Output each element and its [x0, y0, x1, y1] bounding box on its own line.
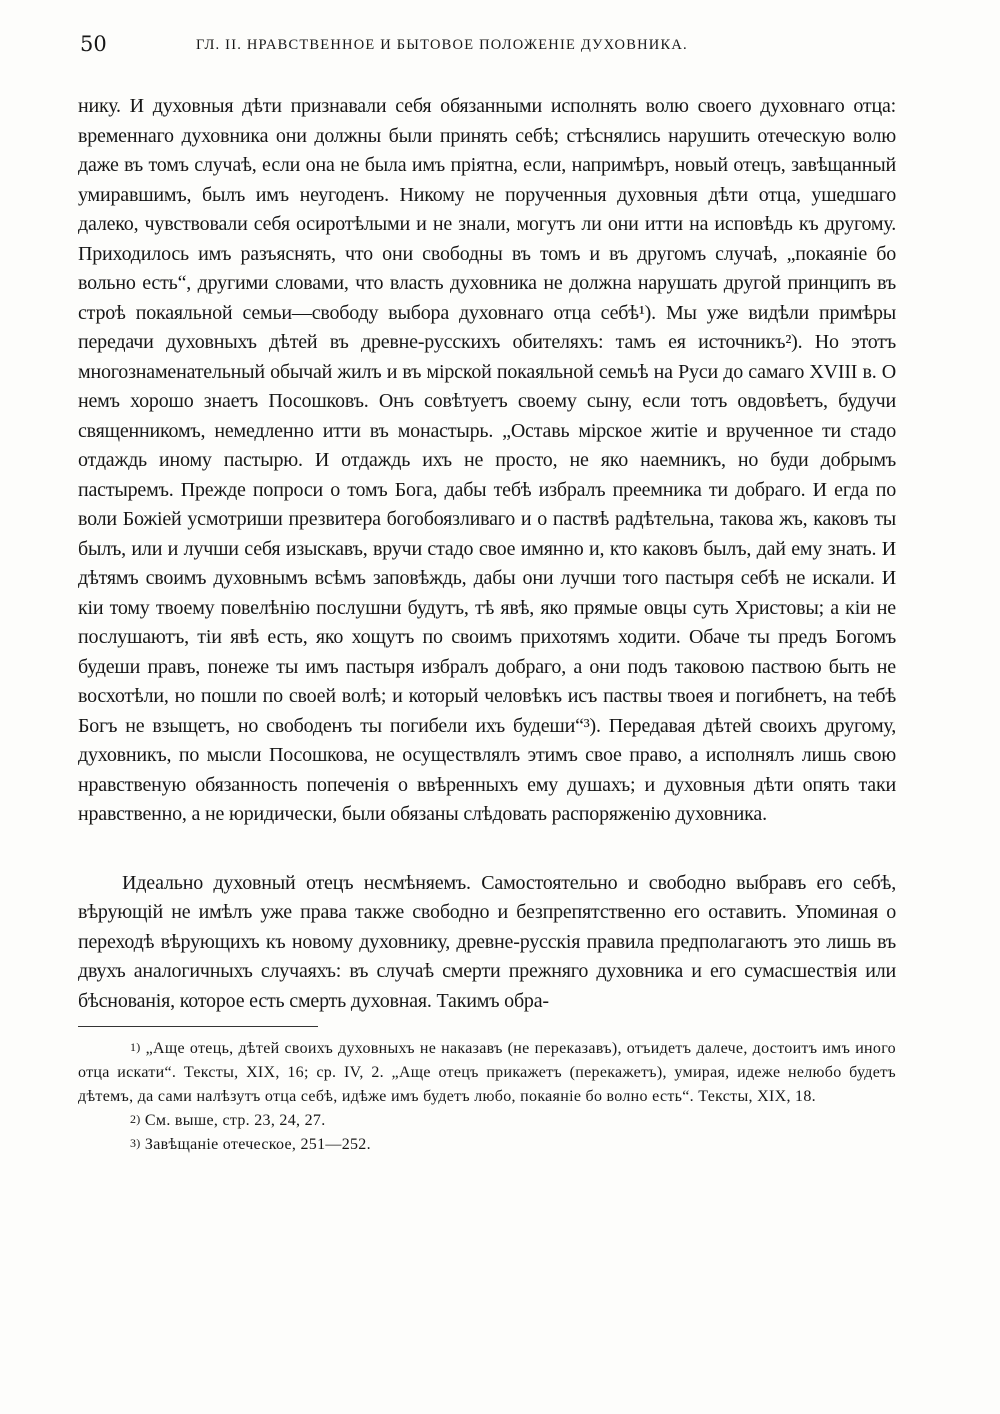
footnote-1 — [78, 1037, 896, 1109]
page-number: 50 — [80, 32, 107, 56]
footnote-text: „Аще отець, дѣтей своихъ духовныхъ не наказавъ (не переказавъ), отъидетъ далече, достоитъ имъ иного отца искати“. Тексты, XIX, 16; ср. IV, 2. „Аще отецъ прикажетъ (перекажетъ), умирая, идеже нелюбо будетъ дѣтемъ, да сами налѣзутъ отца себѣ, идѣже имъ будетъ любо, покаяніе бо волно есть“. Тексты, XIX, 18. — [78, 1040, 896, 1105]
footnote-marker: 2) — [130, 1112, 141, 1126]
book-page — [78, 20, 896, 1157]
footnote-marker: 3) — [130, 1136, 141, 1150]
footnote-2 — [78, 1109, 896, 1133]
footnote-text: См. выше, стр. 23, 24, 27. — [144, 1112, 326, 1129]
footnote-3 — [78, 1133, 896, 1157]
page-header — [78, 20, 896, 60]
footnote-text: Завѣщаніе отеческое, 251—252. — [144, 1136, 371, 1153]
running-head: ГЛ. II. НРАВСТВЕННОЕ И БЫТОВОЕ ПОЛОЖЕНІЕ ДУХОВНИКА. — [196, 37, 688, 53]
footnote-marker: 1) — [130, 1040, 141, 1054]
paragraph-2: Идеально духовный отецъ несмѣняемъ. Самостоятельно и свободно выбравъ его себѣ, вѣрующій не имѣлъ уже права также свободно и безпрепятственно его оставить. Упоминая о переходѣ вѣрующихъ къ новому духовнику, древне-русскія правила предполагаютъ это лишь въ двухъ аналогичныхъ случаяхъ: въ случаѣ смерти прежняго духовника и его сумасшествія или бѣснованія, которое есть смерть духовная. Такимъ обра- — [78, 871, 896, 1012]
paragraph-1: нику. И духовныя дѣти признавали себя обязанными исполнять волю своего духовнаго отца: временнаго духовника они должны были принять себѣ; стѣснялись нарушить отеческую волю даже въ томъ случаѣ, если она не была имъ пріятна, если, напримѣръ, новый отецъ, завѣщанный умиравшимъ, былъ имъ неугоденъ. Никому не порученныя духовныя дѣти отца, ушедшаго далеко, чувствовали себя осиротѣлыми и не знали, могутъ ли они итти на исповѣдь къ другому. Приходилось имъ разъяснять, что они свободны въ томъ и въ другомъ случаѣ, „покаяніе бо вольно есть“, другими словами, что власть духовника не должна нарушать другой принципъ въ строѣ покаяльной семьи—свободу выбора духовнаго отца себѣ¹). Мы уже видѣли примѣры передачи духовныхъ дѣтей въ древне-русскихъ обителяхъ: тамъ ея источникъ²). Но этотъ многознаменательный обычай жилъ и въ мірской покаяльной семьѣ на Руси до самаго XVIII в. О немъ хорошо знаетъ Посошковъ. Онъ совѣтуетъ своему сыну, если тотъ овдовѣетъ, будучи священникомъ, немедленно итти въ монастырь. „Оставь мірское житіе и врученное ти стадо отдаждь иному пастырю. И отдаждь ихъ не просто, не яко наемникъ, но буди добрымъ пастыремъ. Прежде попроси о томъ Бога, дабы тебѣ избралъ преемника ти добраго. И егда по воли Божіей усмотриши презвитера богобоязливаго и о паствѣ радѣтельна, такова жъ, каковъ ты былъ, или и лучши себя изыскавъ, вручи стадо свое имянно и, кто каковъ былъ, дай ему знать. И дѣтямъ своимъ духовнымъ всѣмъ заповѣждь, дабы они лучши того пастыря себѣ не искали. И кіи тому твоему повелѣнію послушни будутъ, тѣ явѣ, яко прямые овцы суть Христовы; а кіи не послушаютъ, тіи явѣ есть, яко хощутъ по своимъ прихотямъ ходити. Обаче ты предъ Богомъ будеши правъ, понеже ты имъ пастыря избралъ добраго, а они подъ таковою паствою быть не восхотѣли, но пошли по своей волѣ; и который человѣкъ исъ паствы твоея и погибнетъ, на тебѣ Богъ не взыщетъ, но свободенъ ты погибели ихъ будеши“³). Передавая дѣтей своихъ другому, духовникъ, по мысли Посошкова, не осуществлялъ этимъ свое право, а исполнялъ лишь свою нравственую обязанность попеченія о ввѣренныхъ ему душахъ; и духовныя дѣти опять таки нравственно, а не юридически, были обязаны слѣдовать распоряженію духовника. — [78, 95, 896, 825]
main-text — [78, 92, 896, 1016]
footnotes — [78, 1037, 896, 1157]
footnote-divider — [78, 1026, 318, 1027]
